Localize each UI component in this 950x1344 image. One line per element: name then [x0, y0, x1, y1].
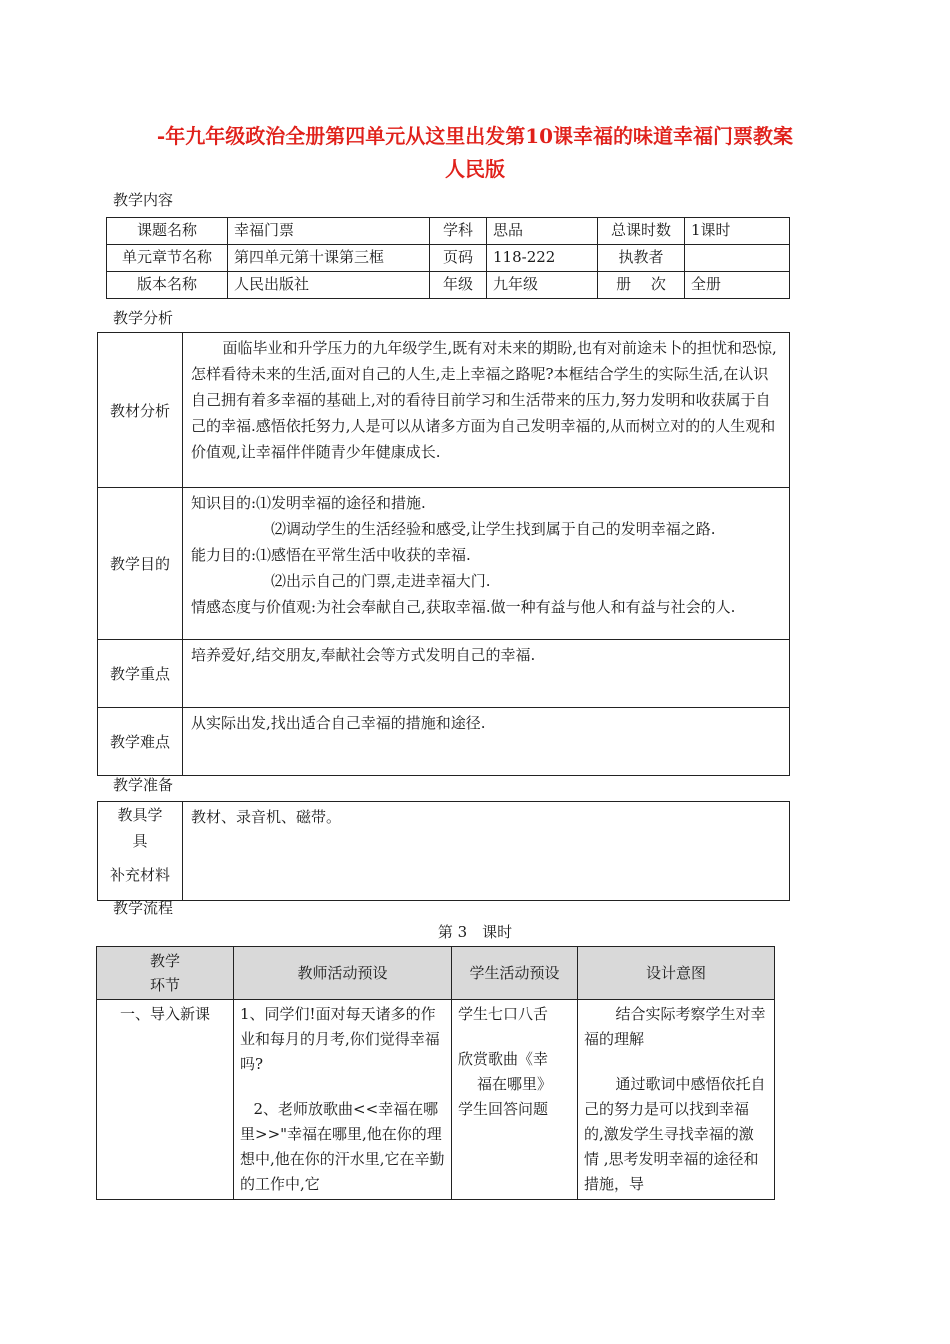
goal-line: 知识目的:⑴发明幸福的途径和措施. — [191, 494, 426, 512]
info-row-2 — [107, 245, 790, 272]
info-key: 年级 — [430, 272, 487, 299]
key-point-text: 培养爱好,结交朋友,奉献社会等方式发明自己的幸福. — [183, 640, 790, 708]
design-intent-p2: 通过歌词中感悟依托自己的努力是可以找到幸福的,激发学生寻找幸福的激情 ,思考发明幸福的途径和措施，导 — [584, 1075, 766, 1193]
prep-label-line: 具 — [132, 832, 148, 850]
teaching-goal-row — [98, 488, 790, 640]
document-title-line1: -年九年级政治全册第四单元从这里出发第10课幸福的味道幸福门票教案 — [156, 124, 794, 148]
header-stage-line: 教学 — [149, 952, 180, 970]
info-value: 118-222 — [487, 245, 598, 272]
teaching-flow-table — [96, 946, 775, 1200]
header-teacher: 教师活动预设 — [234, 947, 452, 1000]
design-intent-cell — [578, 1000, 775, 1200]
info-value: 九年级 — [487, 272, 598, 299]
document-title-line2: 人民版 — [445, 157, 505, 181]
info-value: 人民出版社 — [228, 272, 430, 299]
key-point-row — [98, 640, 790, 708]
info-key: 执教者 — [598, 245, 685, 272]
student-activity-line: 福在哪里》 — [476, 1075, 552, 1093]
prep-label-line: 教具学 — [117, 806, 163, 824]
material-analysis-row — [98, 333, 790, 488]
teaching-goal-label: 教学目的 — [98, 488, 183, 640]
info-key: 页码 — [430, 245, 487, 272]
flow-header-row — [97, 947, 775, 1000]
key-point-label: 教学重点 — [98, 640, 183, 708]
header-stage-line: 环节 — [149, 976, 180, 994]
prep-text: 教材、录音机、磁带。 — [183, 802, 790, 901]
goal-line: 情感态度与价值观:为社会奉献自己,获取幸福.做一种有益与他人和有益与社会的人. — [191, 598, 736, 616]
prep-label-line: 补充材料 — [109, 866, 170, 884]
material-analysis-label: 教材分析 — [98, 333, 183, 488]
info-value: 第四单元第十课第三框 — [228, 245, 430, 272]
material-analysis-text: 面临毕业和升学压力的九年级学生,既有对未来的期盼,也有对前途未卜的担忧和恐惊,怎样看待未来的生活,面对自己的人生,走上幸福之路呢?本框结合学生的实际生活,在认识自己拥有着多幸福的基础上,对的看待目前学习和生活带来的压力,努力发明和收获属于自己的幸福.感悟依托努力,人是可以从诸多方面为自己发明幸福的,从而树立对的的人生观和价值观,让幸福伴伴随青少年健康成长. — [183, 333, 790, 488]
info-value — [685, 245, 790, 272]
student-activity-line: 学生回答问题 — [458, 1100, 549, 1118]
section-label-flow: 教学流程 — [113, 899, 174, 917]
section-label-prep: 教学准备 — [113, 776, 174, 794]
difficult-point-row — [98, 708, 790, 776]
teaching-analysis-table — [97, 332, 790, 776]
goal-line: ⑵出示自己的门票,走进幸福大门. — [271, 572, 491, 590]
info-key: 册 次 — [598, 272, 685, 299]
course-info-table — [106, 217, 790, 299]
info-value: 幸福门票 — [228, 218, 430, 245]
info-key: 总课时数 — [598, 218, 685, 245]
lesson-number: 第 3 课时 — [437, 923, 513, 941]
teacher-activity-p2: 2、老师放歌曲<<幸福在哪里>>"幸福在哪里,他在你的理想中,他在你的汗水里,它在辛勤的工作中,它 — [240, 1100, 445, 1193]
design-intent-p1: 结合实际考察学生对幸福的理解 — [584, 1005, 766, 1048]
goal-line: 能力目的:⑴感悟在平常生活中收获的幸福. — [191, 546, 471, 564]
header-stage — [97, 947, 234, 1000]
difficult-point-label: 教学难点 — [98, 708, 183, 776]
teaching-goal-text — [183, 488, 790, 640]
info-key: 学科 — [430, 218, 487, 245]
teaching-prep-table — [97, 801, 790, 901]
info-row-3 — [107, 272, 790, 299]
info-value: 思品 — [487, 218, 598, 245]
header-student: 学生活动预设 — [452, 947, 578, 1000]
header-intent: 设计意图 — [578, 947, 775, 1000]
prep-label — [98, 802, 183, 901]
student-activity-line: 欣赏歌曲《幸 — [458, 1050, 549, 1068]
stage-cell: 一、导入新课 — [97, 1000, 234, 1200]
section-label-content: 教学内容 — [113, 191, 174, 209]
difficult-point-text: 从实际出发,找出适合自己幸福的措施和途径. — [183, 708, 790, 776]
info-key: 课题名称 — [107, 218, 228, 245]
info-key: 单元章节名称 — [107, 245, 228, 272]
section-label-analysis: 教学分析 — [113, 309, 174, 327]
goal-line: ⑵调动学生的生活经验和感受,让学生找到属于自己的发明幸福之路. — [271, 520, 716, 538]
teacher-activity-p1: 1、同学们!面对每天诸多的作业和每月的月考,你们觉得幸福吗? — [240, 1005, 440, 1073]
info-key: 版本名称 — [107, 272, 228, 299]
flow-row-intro — [97, 1000, 775, 1200]
info-value: 1课时 — [685, 218, 790, 245]
teacher-activity-cell — [234, 1000, 452, 1200]
prep-row — [98, 802, 790, 901]
info-value: 全册 — [685, 272, 790, 299]
student-activity-line: 学生七口八舌 — [458, 1005, 549, 1023]
info-row-1 — [107, 218, 790, 245]
student-activity-cell — [452, 1000, 578, 1200]
